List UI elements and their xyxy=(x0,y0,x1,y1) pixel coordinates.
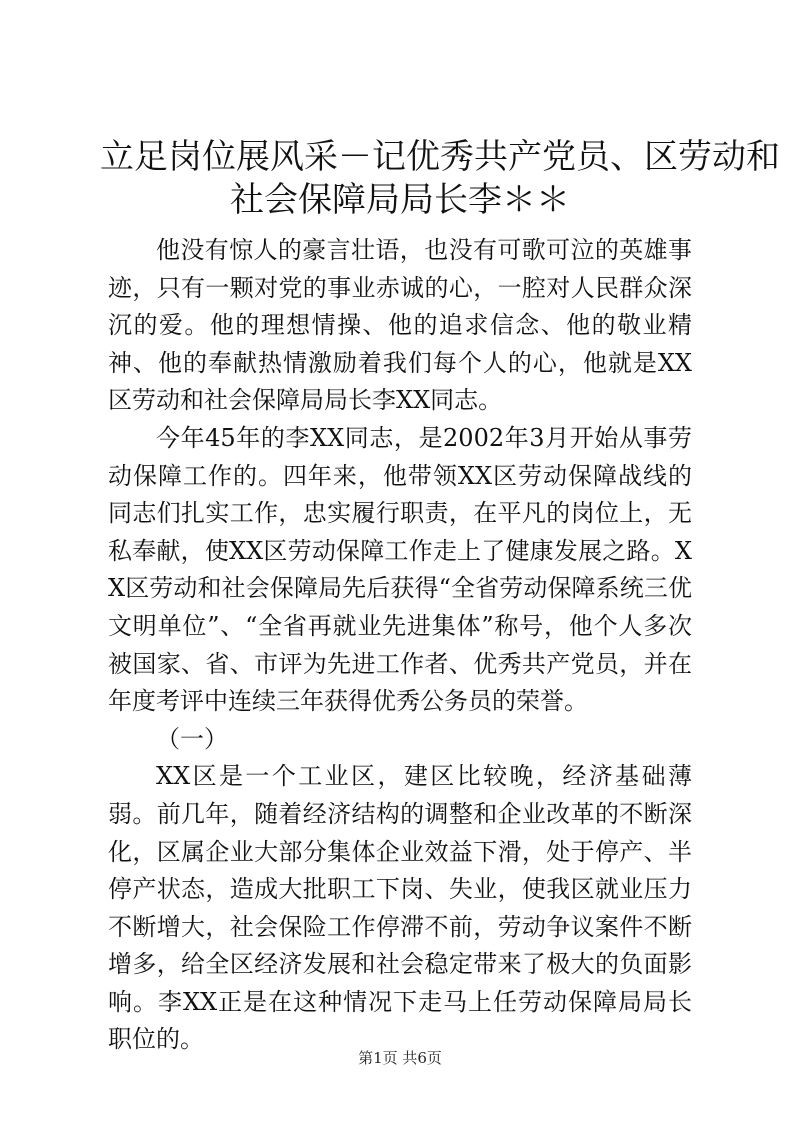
title-line-2: 社会保障局局长李＊＊ xyxy=(230,180,570,220)
document-body xyxy=(108,232,692,1059)
section-marker: （一） xyxy=(156,724,228,753)
title-line-1: 立足岗位展风采－记优秀共产党员、区劳动和 xyxy=(100,137,780,177)
paragraph-1: 他没有惊人的豪言壮语，也没有可歌可泣的英雄事迹，只有一颗对党的事业赤诚的心，一腔对人民群众深沉的爱。他的理想情操、他的追求信念、他的敬业精神、他的奉献热情激励着我们每个人的心，他就是XX区劳动和社会保障局局长李XX同志。 xyxy=(108,236,692,415)
page-footer: 第1页 共6页 xyxy=(358,1049,442,1067)
document-title xyxy=(100,136,780,222)
paragraph-3: XX区是一个工业区，建区比较晚，经济基础薄弱。前几年，随着经济结构的调整和企业改革的不断深化，区属企业大部分集体企业效益下滑，处于停产、半停产状态，造成大批职工下岗、失业，使我区就业压力不断增大，社会保险工作停滞不前，劳动争议案件不断增多，给全区经济发展和社会稳定带来了极大的负面影响。李XX正是在这种情况下走马上任劳动保障局局长职位的。 xyxy=(108,762,692,1054)
paragraph-2: 今年45年的李XX同志，是2002年3月开始从事劳动保障工作的。四年来，他带领XX区劳动保障战线的同志们扎实工作，忠实履行职责，在平凡的岗位上，无私奉献，使XX区劳动保障工作走上了健康发展之路。XX区劳动和社会保障局先后获得“全省劳动保障系统三优文明单位”、“全省再就业先进集体”称号，他个人多次被国家、省、市评为先进工作者、优秀共产党员，并在年度考评中连续三年获得优秀公务员的荣誉。 xyxy=(108,423,692,716)
